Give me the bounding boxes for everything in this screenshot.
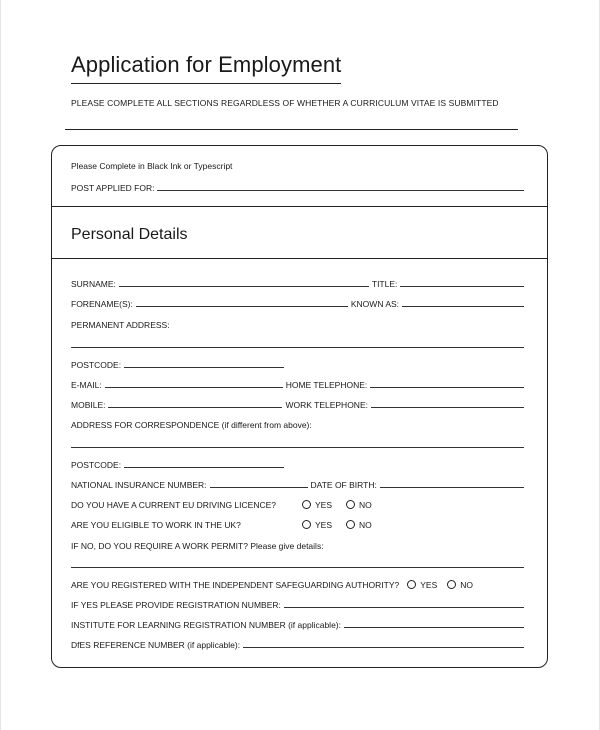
- work-permit-field[interactable]: [71, 567, 524, 568]
- dfes-label: DfES REFERENCE NUMBER (if applicable):: [71, 640, 241, 650]
- ni-field[interactable]: [210, 487, 308, 488]
- section-divider-personal: [52, 258, 547, 259]
- eligible-question: ARE YOU ELIGIBLE TO WORK IN THE UK?: [71, 520, 241, 530]
- licence-row: [71, 496, 401, 510]
- correspondence-row: [71, 416, 527, 430]
- page-subtitle: PLEASE COMPLETE ALL SECTIONS REGARDLESS OF WHETHER A CURRICULUM VITAE IS SUBMITTED: [71, 98, 499, 108]
- work-permit-question: IF NO, DO YOU REQUIRE A WORK PERMIT? Please give details:: [71, 541, 324, 551]
- correspondence-label: ADDRESS FOR CORRESPONDENCE (if different from above):: [71, 420, 312, 430]
- known-as-label: KNOWN AS:: [350, 299, 400, 309]
- section-divider-top: [52, 206, 547, 207]
- correspondence-field[interactable]: [71, 447, 524, 448]
- surname-field[interactable]: [119, 286, 369, 287]
- postcode2-field[interactable]: [124, 467, 284, 468]
- work-telephone-field[interactable]: [371, 407, 524, 408]
- registration-field[interactable]: [284, 607, 524, 608]
- post-applied-field[interactable]: [157, 190, 524, 191]
- post-applied-row: [71, 179, 527, 193]
- home-telephone-field[interactable]: [370, 387, 524, 388]
- dob-field[interactable]: [380, 487, 524, 488]
- licence-no-label: NO: [359, 500, 372, 510]
- instruction-row: [71, 157, 527, 171]
- personal-details-heading: Personal Details: [71, 226, 188, 243]
- ifl-label: INSTITUTE FOR LEARNING REGISTRATION NUMBER (if applicable):: [71, 620, 341, 630]
- eligible-yes-label: YES: [315, 520, 333, 530]
- surname-label: SURNAME:: [71, 279, 116, 289]
- eligible-yes-radio[interactable]: [302, 520, 311, 529]
- licence-yes-radio[interactable]: [302, 500, 311, 509]
- correspondence-line: [71, 436, 527, 450]
- ni-row: [71, 476, 527, 490]
- work-telephone-label: WORK TELEPHONE:: [285, 400, 368, 410]
- registration-row: [71, 596, 527, 610]
- eligible-no-radio[interactable]: [346, 520, 355, 529]
- licence-no-radio[interactable]: [346, 500, 355, 509]
- safeguarding-yes-label: YES: [420, 580, 438, 590]
- ni-label: NATIONAL INSURANCE NUMBER:: [71, 480, 207, 490]
- email-row: [71, 376, 527, 390]
- title-label: TITLE:: [371, 279, 398, 289]
- forename-label: FORENAME(S):: [71, 299, 133, 309]
- email-field[interactable]: [105, 387, 283, 388]
- home-telephone-label: HOME TELEPHONE:: [285, 380, 368, 390]
- mobile-field[interactable]: [108, 407, 282, 408]
- safeguarding-no-radio[interactable]: [447, 580, 456, 589]
- mobile-label: MOBILE:: [71, 400, 106, 410]
- registration-label: IF YES PLEASE PROVIDE REGISTRATION NUMBER:: [71, 600, 281, 610]
- instruction-text: Please Complete in Black Ink or Typescript: [71, 161, 233, 171]
- application-form: [51, 145, 548, 668]
- licence-yes-label: YES: [315, 500, 333, 510]
- eligible-row: [71, 516, 401, 530]
- work-permit-line: [71, 556, 527, 570]
- postcode-row: [71, 356, 287, 370]
- postcode-label: POSTCODE:: [71, 360, 122, 370]
- title-field[interactable]: [400, 286, 524, 287]
- dfes-field[interactable]: [243, 647, 524, 648]
- licence-question: DO YOU HAVE A CURRENT EU DRIVING LICENCE?: [71, 500, 276, 510]
- mobile-row: [71, 396, 527, 410]
- email-label: E-MAIL:: [71, 380, 102, 390]
- postcode2-row: [71, 456, 287, 470]
- forename-row: [71, 295, 527, 309]
- post-applied-label: POST APPLIED FOR:: [71, 183, 155, 193]
- safeguarding-row: [71, 576, 527, 590]
- postcode2-label: POSTCODE:: [71, 460, 122, 470]
- known-as-field[interactable]: [402, 306, 524, 307]
- permanent-address-line: [71, 336, 527, 350]
- page-title: Application for Employment: [71, 52, 341, 84]
- eligible-no-label: NO: [359, 520, 372, 530]
- safeguarding-question: ARE YOU REGISTERED WITH THE INDEPENDENT SAFEGUARDING AUTHORITY?: [71, 580, 400, 590]
- ifl-field[interactable]: [344, 627, 524, 628]
- permanent-address-field[interactable]: [71, 347, 524, 348]
- work-permit-row: [71, 537, 527, 551]
- dfes-row: [71, 636, 527, 650]
- forename-field[interactable]: [136, 306, 348, 307]
- postcode-field[interactable]: [124, 367, 284, 368]
- permanent-address-label: PERMANENT ADDRESS:: [71, 320, 170, 330]
- safeguarding-no-label: NO: [460, 580, 474, 590]
- dob-label: DATE OF BIRTH:: [310, 480, 377, 490]
- surname-row: [71, 275, 527, 289]
- permanent-address-row: [71, 316, 527, 330]
- safeguarding-yes-radio[interactable]: [407, 580, 416, 589]
- header-rule: [65, 129, 518, 130]
- ifl-row: [71, 616, 527, 630]
